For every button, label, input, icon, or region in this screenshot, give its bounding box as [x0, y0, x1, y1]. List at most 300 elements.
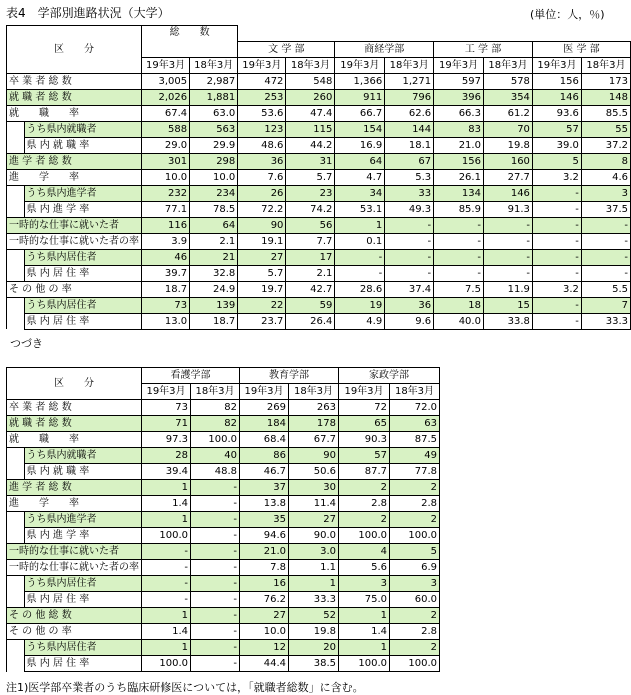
value-cell: 11.9	[483, 281, 532, 297]
value-cell: 10.0	[142, 169, 190, 185]
value-cell: 75.0	[339, 592, 390, 608]
table-row	[7, 201, 631, 217]
value-cell: 578	[483, 73, 532, 89]
table-row	[7, 560, 440, 576]
value-cell: 1	[142, 608, 191, 624]
value-cell: 48.6	[238, 137, 286, 153]
value-cell: 67	[385, 153, 434, 169]
value-cell: 23.7	[238, 313, 286, 329]
value-cell: 33.8	[483, 313, 532, 329]
row-label: うち県内居住者	[24, 297, 141, 313]
value-cell: -	[532, 201, 581, 217]
value-cell: 67.4	[142, 105, 190, 121]
value-cell: 64	[335, 153, 385, 169]
value-cell: 29.0	[142, 137, 190, 153]
value-cell: 86	[240, 448, 289, 464]
value-cell: 100.0	[142, 528, 191, 544]
header-spacer	[238, 26, 631, 42]
value-cell: 40	[191, 448, 240, 464]
table-row	[7, 153, 631, 169]
row-label: 県 内 進 学 率	[24, 201, 141, 217]
value-cell: 23	[286, 185, 335, 201]
value-cell: 31	[286, 153, 335, 169]
value-cell: -	[142, 560, 191, 576]
value-cell: -	[191, 512, 240, 528]
year-header-19: 19年3月	[335, 57, 385, 73]
value-cell: 24.9	[190, 281, 238, 297]
table-row	[7, 624, 440, 640]
value-cell: 27	[238, 249, 286, 265]
value-cell: 9.6	[385, 313, 434, 329]
value-cell: 146	[483, 185, 532, 201]
year-header-18: 18年3月	[390, 384, 440, 400]
indent-cell	[7, 528, 25, 544]
value-cell: 83	[434, 121, 484, 137]
value-cell: 7.5	[434, 281, 484, 297]
row-label: 県 内 居 住 率	[24, 265, 141, 281]
row-label: うち県内進学者	[24, 512, 141, 528]
value-cell: 3.2	[532, 281, 581, 297]
value-cell: 72.2	[238, 201, 286, 217]
total-header: 総 数	[142, 26, 238, 58]
value-cell: 5.7	[238, 265, 286, 281]
value-cell: 91.3	[483, 201, 532, 217]
row-label: 卒 業 者 総 数	[7, 400, 142, 416]
value-cell: -	[142, 592, 191, 608]
corner-header: 区 分	[7, 26, 142, 74]
year-header-19: 19年3月	[434, 57, 484, 73]
table-row	[7, 137, 631, 153]
row-label: 進 学 率	[7, 169, 142, 185]
value-cell: 2	[390, 640, 440, 656]
value-cell: 39.0	[532, 137, 581, 153]
value-cell: 78.5	[190, 201, 238, 217]
year-header-19: 19年3月	[238, 57, 286, 73]
value-cell: 20	[289, 640, 339, 656]
value-cell: 26	[238, 185, 286, 201]
value-cell: 2	[339, 512, 390, 528]
continued-label: つづき	[10, 337, 43, 350]
table-row	[7, 544, 440, 560]
table-row	[7, 432, 440, 448]
value-cell: 1	[339, 640, 390, 656]
indent-cell	[7, 249, 25, 265]
value-cell: 87.5	[390, 432, 440, 448]
value-cell: 35	[240, 512, 289, 528]
value-cell: 50.6	[289, 464, 339, 480]
career-table-main	[6, 25, 631, 330]
table-row	[7, 121, 631, 137]
value-cell: 3	[390, 576, 440, 592]
value-cell: 2	[390, 512, 440, 528]
value-cell: 260	[286, 89, 335, 105]
value-cell: 2.8	[339, 496, 390, 512]
value-cell: -	[483, 233, 532, 249]
value-cell: -	[191, 656, 240, 672]
value-cell: 7.6	[238, 169, 286, 185]
value-cell: 36	[385, 297, 434, 313]
row-label: そ の 他 の 率	[7, 624, 142, 640]
value-cell: 90.0	[289, 528, 339, 544]
value-cell: 160	[483, 153, 532, 169]
value-cell: 28	[142, 448, 191, 464]
value-cell: -	[532, 233, 581, 249]
value-cell: 57	[339, 448, 390, 464]
value-cell: 2	[339, 480, 390, 496]
value-cell: -	[532, 297, 581, 313]
value-cell: -	[191, 592, 240, 608]
value-cell: 68.4	[240, 432, 289, 448]
value-cell: 66.7	[335, 105, 385, 121]
value-cell: -	[434, 233, 484, 249]
value-cell: -	[191, 608, 240, 624]
year-header-18: 18年3月	[581, 57, 630, 73]
value-cell: 18.7	[142, 281, 190, 297]
value-cell: 64	[190, 217, 238, 233]
table-row	[7, 608, 440, 624]
value-cell: 7.8	[240, 560, 289, 576]
row-label: そ の 他 総 数	[7, 608, 142, 624]
row-label: 就 職 率	[7, 432, 142, 448]
unit-label: (単位：人，％)	[530, 8, 605, 21]
value-cell: 42.7	[286, 281, 335, 297]
value-cell: 63	[390, 416, 440, 432]
value-cell: 3	[581, 185, 630, 201]
value-cell: 12	[240, 640, 289, 656]
table-row	[7, 592, 440, 608]
value-cell: 44.4	[240, 656, 289, 672]
value-cell: 87.7	[339, 464, 390, 480]
value-cell: 10.0	[240, 624, 289, 640]
value-cell: 34	[335, 185, 385, 201]
year-header-18: 18年3月	[289, 384, 339, 400]
indent-cell	[7, 464, 25, 480]
faculty-header: 看護学部	[142, 368, 240, 384]
indent-cell	[7, 297, 25, 313]
row-label: 県 内 進 学 率	[24, 528, 141, 544]
value-cell: -	[532, 313, 581, 329]
value-cell: 144	[385, 121, 434, 137]
value-cell: 93.6	[532, 105, 581, 121]
value-cell: 21.0	[434, 137, 484, 153]
value-cell: 13.0	[142, 313, 190, 329]
value-cell: 19.1	[238, 233, 286, 249]
value-cell: 56	[286, 217, 335, 233]
indent-cell	[7, 592, 25, 608]
year-header-18: 18年3月	[286, 57, 335, 73]
value-cell: 2.8	[390, 496, 440, 512]
table-row	[7, 281, 631, 297]
value-cell: 1,366	[335, 73, 385, 89]
value-cell: 156	[434, 153, 484, 169]
value-cell: 100.0	[390, 656, 440, 672]
value-cell: 33	[385, 185, 434, 201]
table-row	[7, 528, 440, 544]
value-cell: 85.9	[434, 201, 484, 217]
value-cell: 37.5	[581, 201, 630, 217]
career-table-continued	[6, 367, 440, 672]
value-cell: 2.1	[190, 233, 238, 249]
value-cell: 30	[289, 480, 339, 496]
value-cell: 18.1	[385, 137, 434, 153]
value-cell: 26.4	[286, 313, 335, 329]
value-cell: 70	[483, 121, 532, 137]
year-header-18: 18年3月	[483, 57, 532, 73]
value-cell: 3.9	[142, 233, 190, 249]
value-cell: 61.2	[483, 105, 532, 121]
row-label: 就 職 率	[7, 105, 142, 121]
table-row	[7, 185, 631, 201]
value-cell: 33.3	[289, 592, 339, 608]
value-cell: 82	[191, 416, 240, 432]
value-cell: 47.4	[286, 105, 335, 121]
value-cell: 156	[532, 73, 581, 89]
value-cell: 139	[190, 297, 238, 313]
value-cell: 29.9	[190, 137, 238, 153]
value-cell: 1	[142, 640, 191, 656]
value-cell: 90	[238, 217, 286, 233]
value-cell: 1	[142, 512, 191, 528]
value-cell: 563	[190, 121, 238, 137]
table-row	[7, 297, 631, 313]
value-cell: 7.7	[286, 233, 335, 249]
value-cell: 16.9	[335, 137, 385, 153]
indent-cell	[7, 121, 25, 137]
value-cell: 17	[286, 249, 335, 265]
value-cell: 100.0	[339, 656, 390, 672]
row-label: 進 学 率	[7, 496, 142, 512]
value-cell: -	[142, 544, 191, 560]
table-row	[7, 169, 631, 185]
value-cell: 1	[335, 217, 385, 233]
table-row	[7, 105, 631, 121]
value-cell: 27	[240, 608, 289, 624]
value-cell: 52	[289, 608, 339, 624]
value-cell: 2,026	[142, 89, 190, 105]
value-cell: 588	[142, 121, 190, 137]
year-header-19: 19年3月	[142, 57, 190, 73]
value-cell: 22	[238, 297, 286, 313]
value-cell: -	[142, 576, 191, 592]
value-cell: 97.3	[142, 432, 191, 448]
value-cell: -	[191, 624, 240, 640]
row-label: そ の 他 の 率	[7, 281, 142, 297]
value-cell: 472	[238, 73, 286, 89]
value-cell: -	[532, 185, 581, 201]
value-cell: 1,881	[190, 89, 238, 105]
row-label: 進 学 者 総 数	[7, 480, 142, 496]
value-cell: 134	[434, 185, 484, 201]
table-row	[7, 656, 440, 672]
value-cell: 146	[532, 89, 581, 105]
value-cell: -	[581, 217, 630, 233]
value-cell: 253	[238, 89, 286, 105]
value-cell: 55	[581, 121, 630, 137]
value-cell: 26.1	[434, 169, 484, 185]
row-label: うち県内進学者	[24, 185, 141, 201]
row-label: 就 職 者 総 数	[7, 416, 142, 432]
value-cell: -	[385, 265, 434, 281]
value-cell: 8	[581, 153, 630, 169]
indent-cell	[7, 265, 25, 281]
value-cell: -	[191, 640, 240, 656]
row-label: 一時的な仕事に就いた者の率	[7, 233, 142, 249]
value-cell: -	[191, 560, 240, 576]
value-cell: 19	[335, 297, 385, 313]
value-cell: 85.5	[581, 105, 630, 121]
value-cell: 911	[335, 89, 385, 105]
value-cell: 301	[142, 153, 190, 169]
value-cell: 100.0	[339, 528, 390, 544]
indent-cell	[7, 656, 25, 672]
value-cell: 4.7	[335, 169, 385, 185]
row-label: 県 内 居 住 率	[24, 656, 141, 672]
value-cell: 100.0	[142, 656, 191, 672]
row-label: 県 内 居 住 率	[24, 592, 141, 608]
value-cell: -	[532, 217, 581, 233]
row-label: うち県内居住者	[24, 576, 141, 592]
value-cell: 3	[339, 576, 390, 592]
row-label: うち県内居住者	[24, 640, 141, 656]
value-cell: 0.1	[335, 233, 385, 249]
value-cell: 123	[238, 121, 286, 137]
value-cell: 1	[339, 608, 390, 624]
value-cell: 173	[581, 73, 630, 89]
value-cell: 4	[339, 544, 390, 560]
indent-cell	[7, 576, 25, 592]
value-cell: 21	[190, 249, 238, 265]
table-row	[7, 480, 440, 496]
value-cell: 46.7	[240, 464, 289, 480]
value-cell: 59	[286, 297, 335, 313]
row-label: 一時的な仕事に就いた者の率	[7, 560, 142, 576]
value-cell: -	[581, 265, 630, 281]
value-cell: -	[191, 528, 240, 544]
value-cell: 16	[240, 576, 289, 592]
value-cell: -	[385, 217, 434, 233]
value-cell: 44.2	[286, 137, 335, 153]
value-cell: 82	[191, 400, 240, 416]
table-row	[7, 313, 631, 329]
value-cell: 298	[190, 153, 238, 169]
value-cell: 4.9	[335, 313, 385, 329]
year-header-19: 19年3月	[240, 384, 289, 400]
row-label: 県 内 就 職 率	[24, 464, 141, 480]
value-cell: 148	[581, 89, 630, 105]
value-cell: -	[385, 233, 434, 249]
value-cell: 67.7	[289, 432, 339, 448]
value-cell: 5.3	[385, 169, 434, 185]
value-cell: 269	[240, 400, 289, 416]
value-cell: 2	[390, 608, 440, 624]
value-cell: 1.1	[289, 560, 339, 576]
value-cell: -	[434, 249, 484, 265]
value-cell: 39.7	[142, 265, 190, 281]
value-cell: 1,271	[385, 73, 434, 89]
value-cell: -	[434, 265, 484, 281]
value-cell: 53.1	[335, 201, 385, 217]
indent-cell	[7, 512, 25, 528]
row-label: 一時的な仕事に就いた者	[7, 217, 142, 233]
faculty-header: 商経学部	[335, 41, 434, 57]
value-cell: 597	[434, 73, 484, 89]
value-cell: 2.1	[286, 265, 335, 281]
value-cell: 19.8	[483, 137, 532, 153]
value-cell: 5	[532, 153, 581, 169]
value-cell: 49.3	[385, 201, 434, 217]
value-cell: 19.7	[238, 281, 286, 297]
value-cell: 1.4	[339, 624, 390, 640]
value-cell: 73	[142, 400, 191, 416]
value-cell: 1	[142, 480, 191, 496]
year-header-18: 18年3月	[191, 384, 240, 400]
value-cell: -	[532, 249, 581, 265]
value-cell: 11.4	[289, 496, 339, 512]
value-cell: -	[483, 217, 532, 233]
value-cell: 184	[240, 416, 289, 432]
value-cell: 396	[434, 89, 484, 105]
value-cell: 72.0	[390, 400, 440, 416]
value-cell: 65	[339, 416, 390, 432]
table-row	[7, 448, 440, 464]
indent-cell	[7, 448, 25, 464]
year-header-19: 19年3月	[142, 384, 191, 400]
value-cell: 234	[190, 185, 238, 201]
value-cell: 28.6	[335, 281, 385, 297]
table-row	[7, 640, 440, 656]
value-cell: 5	[390, 544, 440, 560]
table-row	[7, 249, 631, 265]
year-header-18: 18年3月	[385, 57, 434, 73]
corner-header: 区 分	[7, 368, 142, 400]
value-cell: 4.6	[581, 169, 630, 185]
value-cell: 13.8	[240, 496, 289, 512]
value-cell: 39.4	[142, 464, 191, 480]
value-cell: 72	[339, 400, 390, 416]
value-cell: -	[335, 249, 385, 265]
value-cell: 62.6	[385, 105, 434, 121]
value-cell: 32.8	[190, 265, 238, 281]
value-cell: 232	[142, 185, 190, 201]
value-cell: 37.2	[581, 137, 630, 153]
value-cell: 263	[289, 400, 339, 416]
value-cell: 5.6	[339, 560, 390, 576]
value-cell: 3.2	[532, 169, 581, 185]
value-cell: 46	[142, 249, 190, 265]
value-cell: 6.9	[390, 560, 440, 576]
row-label: うち県内就職者	[24, 448, 141, 464]
value-cell: 115	[286, 121, 335, 137]
value-cell: 3,005	[142, 73, 190, 89]
value-cell: -	[191, 480, 240, 496]
value-cell: -	[385, 249, 434, 265]
value-cell: -	[483, 265, 532, 281]
value-cell: 66.3	[434, 105, 484, 121]
table-row	[7, 400, 440, 416]
value-cell: 27.7	[483, 169, 532, 185]
year-header-18: 18年3月	[190, 57, 238, 73]
table-row	[7, 576, 440, 592]
row-label: 就 職 者 総 数	[7, 89, 142, 105]
table-row	[7, 89, 631, 105]
row-label: うち県内居住者	[24, 249, 141, 265]
value-cell: 2	[390, 480, 440, 496]
value-cell: 154	[335, 121, 385, 137]
value-cell: 19.8	[289, 624, 339, 640]
row-label: 一時的な仕事に就いた者	[7, 544, 142, 560]
year-header-19: 19年3月	[339, 384, 390, 400]
indent-cell	[7, 137, 25, 153]
